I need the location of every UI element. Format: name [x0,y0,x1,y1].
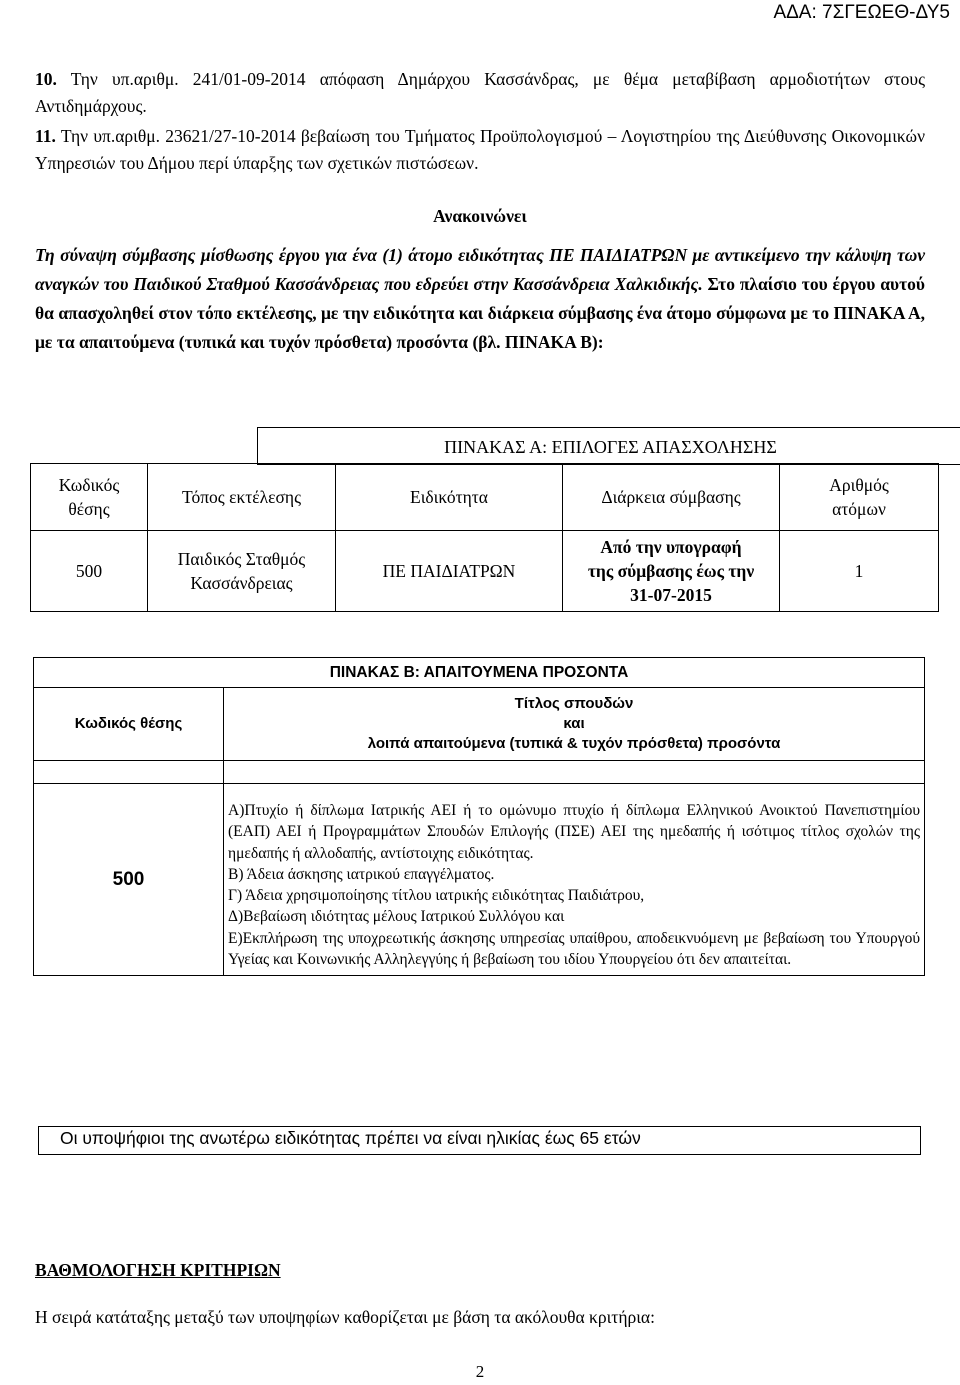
reference-11 [35,123,925,177]
header-req-line1: Τίτλος σπουδών [514,695,634,712]
row-place-line1: Παιδικός Σταθμός [177,549,306,569]
row-duration-line3: 31-07-2015 [630,585,712,605]
header-code-line1: Κωδικός [58,475,120,495]
requirement-b: Β) Άδεια άσκησης ιατρικού επαγγέλματος. [228,865,495,883]
announcement-body [35,241,925,357]
row-count: 1 [780,531,939,612]
row-duration [563,531,780,612]
header-req-line3: λοιπά απαιτούμενα (τυπικά & τυχόν πρόσθετα) προσόντα [367,735,781,752]
requirement-d: Δ)Βεβαίωση ιδιότητας μέλους Ιατρικού Συλλόγου και [228,908,565,926]
header-code-line2: θέσης [68,499,110,519]
header-specialty: Ειδικότητα [336,464,563,531]
ada-code: ΑΔΑ: 7ΣΓΕΩΕΘ-ΔΥ5 [773,2,950,23]
spacer-cell [224,761,925,784]
reference-text: Την υπ.αριθμ. 23621/27-10-2014 βεβαίωση του Τμήματος Προϋπολογισμού – Λογιστηρίου της Διεύθυνσης Οικονομικών Υπηρεσιών του Δήμου περί ύπαρξης των σχετικών πιστώσεων. [35,126,925,173]
table-b-header-row [34,688,925,761]
table-b [33,657,925,976]
table-b-spacer-row [34,761,925,784]
header-duration: Διάρκεια σύμβασης [563,464,780,531]
reference-number: 11. [35,126,56,146]
row-place-line2: Κασσάνδρειας [190,573,293,593]
reference-number: 10. [35,69,57,89]
requirement-a: Α)Πτυχίο ή δίπλωμα Ιατρικής ΑΕΙ ή το ομώνυμο πτυχίο ή δίπλωμα Ελληνικού Ανοικτού Πανεπιστημίου (ΕΑΠ) ΑΕΙ ή Προγραμμάτων Σπουδών Επιλογής (ΠΣΕ) ΑΕΙ της ημεδαπής ή ισότιμος τίτλος σχολών της ημεδαπής ή αλλοδαπής, αντίστοιχης ειδικότητας. [228,802,920,862]
row-code: 500 [31,531,148,612]
row-specialty: ΠΕ ΠΑΙΔΙΑΤΡΩΝ [336,531,563,612]
table-row [34,784,925,976]
announcement-title: Ανακοινώνει [433,206,527,226]
table-row [31,531,939,612]
requirement-c: Γ) Άδεια χρησιμοποίησης τίτλου ιατρικής ειδικότητας Παιδιάτρου, [228,887,645,905]
age-notice: Οι υποψήφιοι της ανωτέρω ειδικότητας πρέπει να είναι ηλικίας έως 65 ετών [60,1128,641,1148]
row-duration-line2: της σύμβασης έως την [587,561,755,581]
header-code: Κωδικός θέσης [34,688,224,761]
header-count-line1: Αριθμός [829,475,889,495]
criteria-text: Η σειρά κατάταξης μεταξύ των υποψηφίων καθορίζεται με βάση τα ακόλουθα κριτήρια: [35,1307,655,1327]
reference-text: Την υπ.αριθμ. 241/01-09-2014 απόφαση Δημάρχου Κασσάνδρας, με θέμα μεταβίβαση αρμοδιοτήτων στους Αντιδημάρχους. [35,69,925,116]
announcement-details: Στο πλαίσιο του έργου αυτού θα απασχοληθεί στον τόπο εκτέλεσης, με την ειδικότητα και διάρκεια σύμβασης ένα άτομο σύμφωνα με το ΠΙΝΑΚΑ Α, με τα απαιτούμενα (τυπικά και τυχόν πρόσθετα) προσόντα (βλ. ΠΙΝΑΚΑ Β): [35,274,925,352]
spacer-cell [34,761,224,784]
table-b-title: ΠΙΝΑΚΑΣ Β: ΑΠΑΙΤΟΥΜΕΝΑ ΠΡΟΣΟΝΤΑ [34,658,925,688]
row-duration-line1: Από την υπογραφή [600,537,742,557]
reference-10 [35,66,925,120]
header-count [780,464,939,531]
header-req-line2: και [563,715,585,732]
criteria-heading: ΒΑΘΜΟΛΟΓΗΣΗ ΚΡΙΤΗΡΙΩΝ [35,1260,281,1280]
announcement-subject: Τη σύναψη σύμβασης μίσθωσης έργου για ένα (1) άτομο ειδικότητας ΠΕ ΠΑΙΔΙΑΤΡΩΝ με αντικείμενο την κάλυψη των αναγκών του Παιδικού Σταθμού Κασσάνδρειας που εδρεύει στην Κασσάνδρεια Χαλκιδικής. [35,245,925,294]
table-b-title-row [34,658,925,688]
header-requirements [224,688,925,761]
page-number: 2 [475,1362,485,1381]
header-count-line2: ατόμων [832,499,886,519]
row-code: 500 [34,784,224,976]
row-place [148,531,336,612]
header-place: Τόπος εκτέλεσης [148,464,336,531]
row-requirements [224,784,925,976]
header-code [31,464,148,531]
table-a [30,463,939,612]
table-a-header-row [31,464,939,531]
requirement-e: Ε)Εκπλήρωση της υποχρεωτικής άσκησης υπηρεσίας υπαίθρου, αποδεικνυόμενη με βεβαίωση του Υπουργού Υγείας και Κοινωνικής Αλληλεγγύης ή βεβαίωση του ιδίου Υπουργείου ότι δεν απαιτείται. [228,929,920,969]
table-a-title: ΠΙΝΑΚΑΣ Α: ΕΠΙΛΟΓΕΣ ΑΠΑΣΧΟΛΗΣΗΣ [444,437,777,457]
